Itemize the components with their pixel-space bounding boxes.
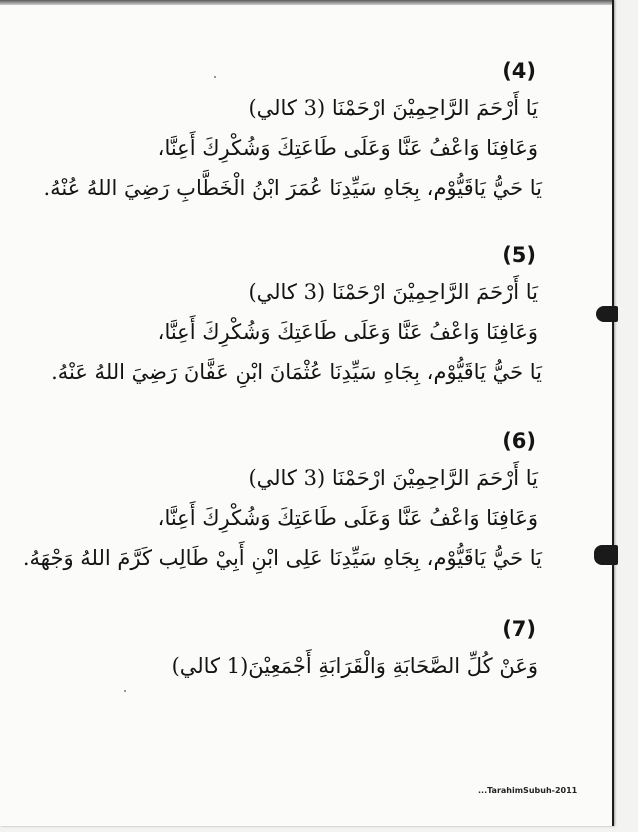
section-4 bbox=[22, 54, 542, 208]
prayer-line: وَعَافِنَا وَاعْفُ عَنَّا وَعَلَى طَاعَتِكَ وَشُكْرِكَ أَعِنَّا، bbox=[157, 506, 538, 530]
prayer-line: يَا حَيُّ يَاقَيُّوْم، بِجَاهِ سَيِّدِنَا عُثْمَانَ ابْنِ عَفَّانَ رَضِيَ اللهُ عَنْهُ. bbox=[51, 360, 542, 384]
prayer-line: وَعَنْ كُلِّ الصَّحَابَةِ وَالْقَرَابَةِ أَجْمَعِيْنَ(1 كالي) bbox=[171, 654, 538, 678]
scan-speck bbox=[214, 76, 216, 78]
prayer-line: يَا حَيُّ يَاقَيُّوْم، بِجَاهِ سَيِّدِنَا عُمَرَ ابْنُ الْخَطَّابِ رَضِيَ اللهُ عُنْهُ. bbox=[43, 176, 542, 200]
prayer-line: وَعَافِنَا وَاعْفُ عَنَّا وَعَلَى طَاعَتِكَ وَشُكْرِكَ أَعِنَّا، bbox=[157, 320, 538, 344]
section-number: (4) bbox=[502, 59, 536, 83]
binder-clip-upper bbox=[596, 306, 618, 322]
section-number: (6) bbox=[502, 429, 536, 453]
scan-speck bbox=[124, 690, 126, 692]
prayer-line: يَا حَيُّ يَاقَيُّوْم، بِجَاهِ سَيِّدِنَا عَلِى ابْنِ أَبِيْ طَالِب كَرَّمَ اللهُ وَجْهَهُ. bbox=[22, 546, 542, 570]
section-number: (5) bbox=[502, 243, 536, 267]
section-6 bbox=[22, 424, 542, 578]
page-top-edge bbox=[0, 0, 612, 5]
footer-credit: ...TarahimSubuh-2011 bbox=[478, 786, 578, 795]
section-5 bbox=[22, 238, 542, 392]
section-number: (7) bbox=[502, 617, 536, 641]
binder-clip-lower bbox=[594, 545, 618, 565]
prayer-line: يَا أَرْحَمَ الرَّاحِمِيْنَ ارْحَمْنَا (3 كالي) bbox=[248, 466, 538, 490]
prayer-line: يَا أَرْحَمَ الرَّاحِمِيْنَ ارْحَمْنَا (3 كالي) bbox=[248, 280, 538, 304]
prayer-line: يَا أَرْحَمَ الرَّاحِمِيْنَ ارْحَمْنَا (3 كالي) bbox=[248, 96, 538, 120]
section-7 bbox=[22, 612, 542, 686]
prayer-line: وَعَافِنَا وَاعْفُ عَنَّا وَعَلَى طَاعَتِكَ وَشُكْرِكَ أَعِنَّا، bbox=[157, 136, 538, 160]
